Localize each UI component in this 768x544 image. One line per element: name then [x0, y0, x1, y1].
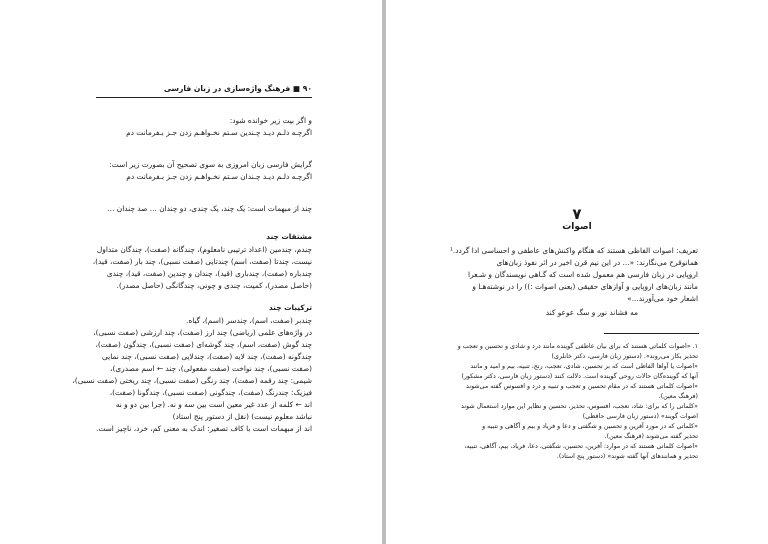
text-line: اشعار خود می‌آورند...»: [627, 294, 698, 303]
text-line: اند از مبهمات است با کاف تصغیر: اندک به معنی کم، خرد، ناچیز است.: [95, 424, 312, 433]
footnote-line: آنها که گوینده‌گان حالات روحی گوینده است. دلالت کنند (دستور زبان فارسی، دکتر مشکور): [461, 373, 698, 380]
text-line: چندم، چندمین (اعداد ترتیبی نامعلوم)، چندگانه (صفت)، چندگان متداول: [96, 245, 312, 254]
footnote-line: اصوات گویند» (دستور زبان فارسی حافظی): [582, 413, 698, 420]
footnote-line: «کلماتی که در مورد آفرین و تحسین و شگفتی و دعا و فریاد و بیم و آگاهی و تنبیه و: [482, 423, 698, 430]
text-line: مانند زبان‌های اروپایی و آوازهای حقیقی (یعنی اصوات :)) را در نوشته‌هـا و: [472, 282, 698, 291]
section-heading: ترکیبات چند: [268, 303, 312, 312]
verse-line: اگرچـه دلـم دیـد چـندان سـتم نخـواهـم زدن جـز بـفرمانت دم: [126, 172, 312, 181]
paragraph: و اگر بیت زیر خوانده شود:: [229, 116, 312, 125]
left-page: [0, 0, 382, 544]
running-header: ۹۰ ■ فرهنگ واژه‌سازی در زبان فارسی: [163, 84, 312, 93]
text-line: نیست، چندتا (صفت، اسم) چندتایی (صفت نسبی)، چند بار (صفت، قید)،: [92, 257, 312, 266]
footnote-line: تحذیر بکار می‌روند». (دستور زبان فارسی، دکتر خانلری): [551, 353, 698, 360]
paragraph: گرایش فارسی زبان امروزی به سوی تصحیح آن بصورت زیر است:: [109, 160, 312, 169]
text-line: (حاصل مصدر)، کمیت، چندی و چونی، چندگانگی (حاصل مصدر).: [116, 281, 312, 290]
text-line: شیمی: چند رقمه (صفت)، چند رنگی (صفت نسبی)، چند ریختی (صفت نسبی)،: [72, 376, 312, 385]
footnote-line: «اصوات کلماتی هستند که در موارد: آفرین، تحسین، شگفتی، دعا، فریاد، بیم، آگاهی، تنبیه،: [464, 443, 698, 450]
footnote-line: «کلماتی را که برای: شاد، تعجب، افسوس، تحذیر، تحسین و نظایر این موارد استعمال شوند: [461, 403, 698, 410]
paragraph: چند از مبهمات است: یک چند، یک چندی، دو چندان ... صد چندان ...: [107, 204, 312, 213]
section-heading: مشتقات چند: [266, 232, 312, 241]
text-line: (صفت نسبی)، چند نواخت (صفت مفعولی)، چند ← اسم مصدری)،: [110, 364, 312, 373]
text-line: اند ← کلمه از عدد غیر معین است بین سه و نه. (جرا بین دو و نه: [115, 400, 312, 409]
text-line: چندبر (صفت، اسم)، چندسر (اسم)، گیاه.: [185, 316, 312, 325]
footnote-line: تحذیر گفته می‌شوند (فرهنگ معین).: [604, 433, 698, 440]
header-rule: [96, 97, 312, 98]
footnote-line: (فرهنگ معین).: [658, 393, 698, 400]
verse-line: اگرچـه دلـم دیـد چـندین سـتم نخـواهـم زدن جـز بـفرمانت دم: [126, 128, 312, 137]
verse-line: مه فشاند نور و سگ عوعو کند: [545, 308, 638, 317]
footnote-rule: [604, 333, 699, 334]
footnote-line: تحذیر و همانندهای آنها گفته شوند» (دستور پنج استاد).: [556, 453, 698, 460]
text-line: همانوقرح می‌نگارند: «... در این نیم قرن اخیر در اثر نفوذ زبان‌های: [496, 258, 698, 267]
text-line: فیزیک: چندرنگ (صفت)، چندگونی (صفت نسبی)، چندگونا (صفت)،: [109, 388, 312, 397]
footnote-line: ۱. «اصوات کلماتی هستند که برای بیان عاطفی گوینده مانند درد و شادی و تحسین و تعجب و: [457, 343, 698, 350]
right-page: [386, 0, 768, 544]
text-line: اروپایی در زبان فارسی هم معمول شده است که گـاهی نویسندگان و شـعرا: [468, 270, 698, 279]
text-line: تعریف: اصوات الفاظی هستند که هنگام واکنش‌های عاطفی و احساسی ادا گردد.¹: [449, 246, 698, 255]
footnote-line: «اصوات یا آواها الفاظی است که بر تحسین، شادی، تعجب، رنج، تنبیه، بیم و امید و مانند: [470, 363, 698, 370]
text-line: چندگونه (صفت)، چند لایه (صفت)، چندلایی (صفت نسبی)، چند نمایی: [102, 352, 312, 361]
text-line: نباشد معلوم نیست) (نقل از دستور پنج استاد): [172, 412, 312, 421]
chapter-number: ۷: [572, 205, 582, 223]
text-line: چند گوش (صفت، اسم)، چند گوشه‌ای (صفت نسبی)، چندگون (صفت)،: [95, 340, 312, 349]
chapter-title: اصوات: [562, 222, 592, 232]
text-line: در واژه‌های علمی (ریاضی) چند ارز (صفت)، چند ارزشی (صفت نسبی)،: [93, 328, 312, 337]
text-line: چندباره (صفت)، چندباری (قید)، چندان و چندین (صفت، قید)، چندی: [106, 269, 312, 278]
footnote-line: «اصوات کلماتی هستند که در مقام تحسین و تعجب و تنبیه و درد و افسوس گفته می‌شوند: [466, 383, 698, 390]
